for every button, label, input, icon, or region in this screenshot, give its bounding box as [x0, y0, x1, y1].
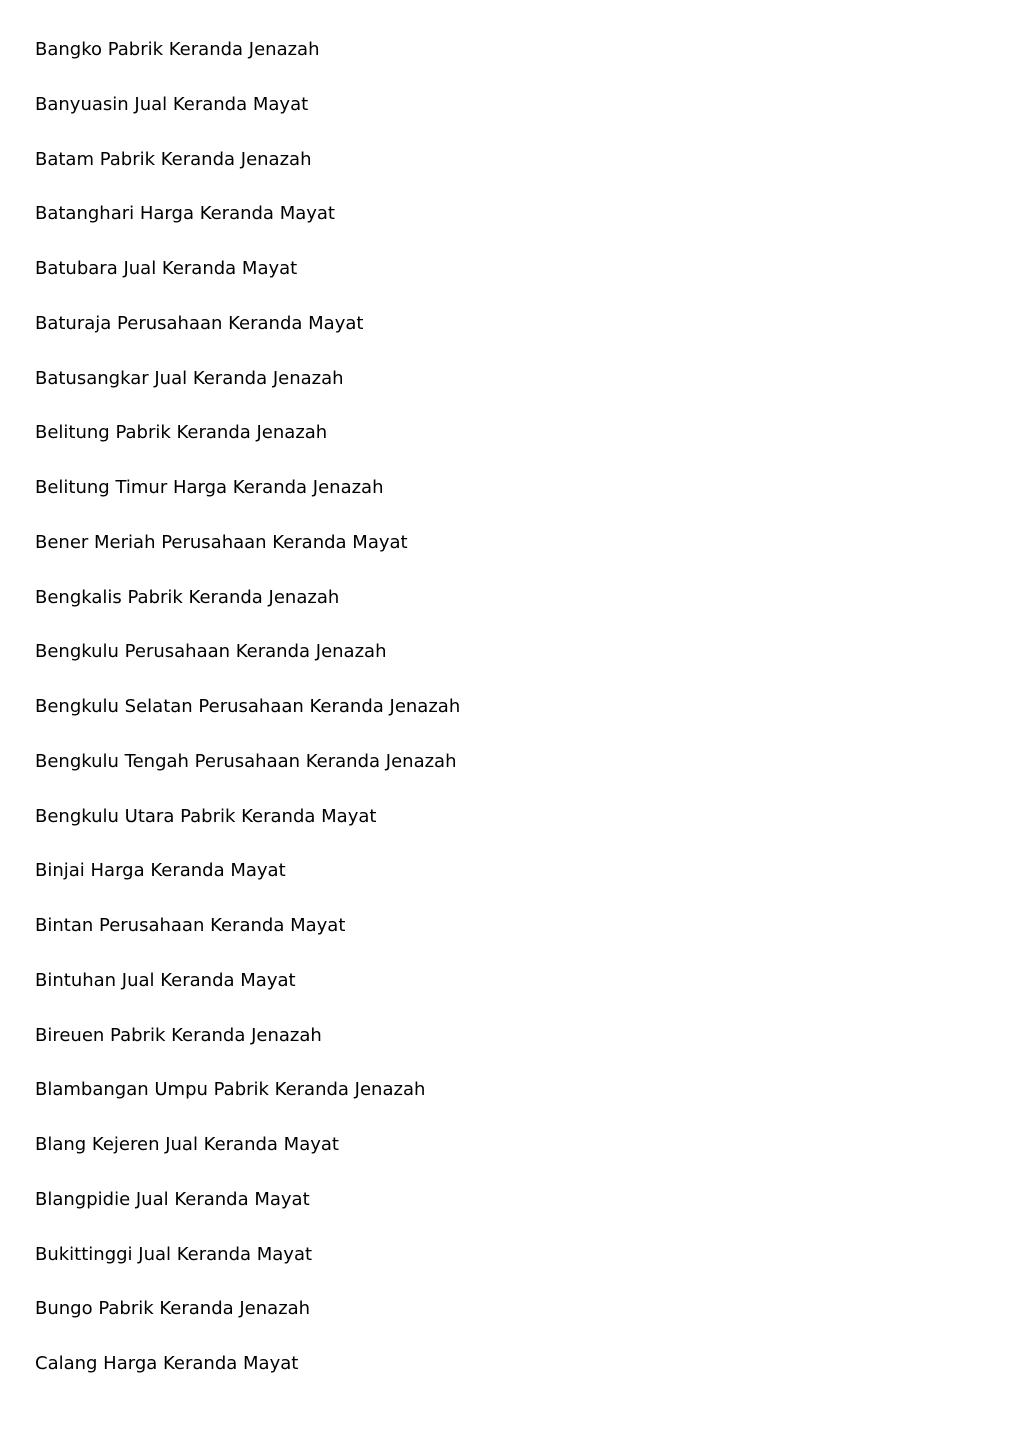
location-link[interactable]: Bengkulu Utara Pabrik Keranda Mayat [35, 805, 377, 827]
location-link[interactable]: Bengkulu Tengah Perusahaan Keranda Jenazah [35, 750, 457, 772]
list-item [35, 1241, 460, 1296]
location-link[interactable]: Blambangan Umpu Pabrik Keranda Jenazah [35, 1079, 426, 1101]
list-item [35, 36, 460, 91]
location-link-list [35, 36, 460, 1405]
list-item [35, 748, 460, 803]
location-link[interactable]: Batusangkar Jual Keranda Jenazah [35, 367, 344, 389]
list-item [35, 1186, 460, 1241]
list-item [35, 146, 460, 201]
location-link[interactable]: Bireuen Pabrik Keranda Jenazah [35, 1024, 322, 1046]
location-link[interactable]: Bukittinggi Jual Keranda Mayat [35, 1243, 313, 1265]
list-item [35, 1022, 460, 1077]
list-item [35, 1295, 460, 1350]
location-link[interactable]: Blangpidie Jual Keranda Mayat [35, 1188, 310, 1210]
location-link[interactable]: Bangko Pabrik Keranda Jenazah [35, 39, 320, 60]
list-item [35, 1350, 460, 1405]
location-link[interactable]: Bengkalis Pabrik Keranda Jenazah [35, 586, 340, 608]
location-link[interactable]: Batanghari Harga Keranda Mayat [35, 203, 335, 225]
location-link[interactable]: Blang Kejeren Jual Keranda Mayat [35, 1134, 339, 1155]
list-item [35, 474, 460, 529]
list-item [35, 803, 460, 858]
list-item [35, 1131, 460, 1186]
list-item [35, 365, 460, 420]
location-link[interactable]: Calang Harga Keranda Mayat [35, 1353, 299, 1374]
location-link[interactable]: Bintan Perusahaan Keranda Mayat [35, 915, 346, 936]
list-item [35, 1076, 460, 1131]
list-item [35, 857, 460, 912]
list-item [35, 693, 460, 748]
location-link[interactable]: Bengkulu Selatan Perusahaan Keranda Jenazah [35, 696, 461, 717]
location-link[interactable]: Bintuhan Jual Keranda Mayat [35, 969, 296, 991]
list-item [35, 912, 460, 967]
list-item [35, 200, 460, 255]
list-item [35, 419, 460, 474]
location-link[interactable]: Baturaja Perusahaan Keranda Mayat [35, 312, 364, 334]
location-link[interactable]: Belitung Timur Harga Keranda Jenazah [35, 477, 384, 498]
list-item [35, 310, 460, 365]
location-link[interactable]: Batam Pabrik Keranda Jenazah [35, 148, 312, 170]
list-item [35, 91, 460, 146]
location-link[interactable]: Bengkulu Perusahaan Keranda Jenazah [35, 641, 387, 663]
list-item [35, 529, 460, 584]
list-item [35, 255, 460, 310]
location-link[interactable]: Bungo Pabrik Keranda Jenazah [35, 1298, 311, 1320]
list-item [35, 967, 460, 1022]
location-link[interactable]: Banyuasin Jual Keranda Mayat [35, 93, 309, 115]
location-link[interactable]: Binjai Harga Keranda Mayat [35, 860, 286, 882]
location-link[interactable]: Bener Meriah Perusahaan Keranda Mayat [35, 531, 408, 553]
list-item [35, 638, 460, 693]
location-link[interactable]: Belitung Pabrik Keranda Jenazah [35, 422, 328, 444]
list-item [35, 584, 460, 639]
location-link[interactable]: Batubara Jual Keranda Mayat [35, 258, 298, 279]
